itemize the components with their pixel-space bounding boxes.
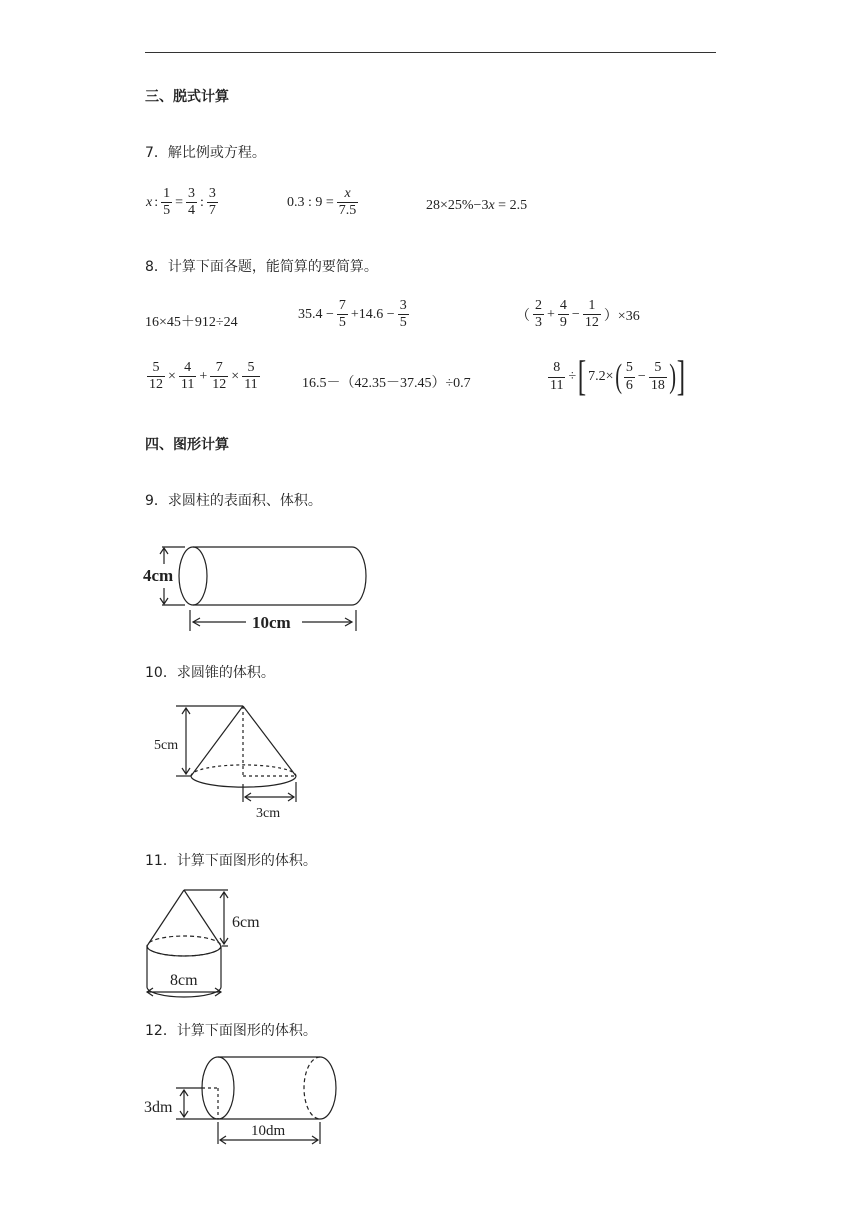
q8-expression-1: 16×45＋912÷24 [145, 315, 238, 330]
q11-height-label: 6cm [232, 914, 260, 931]
q9-cylinder-figure [140, 538, 375, 636]
q11-prompt: 11．计算下面图形的体积。 [145, 853, 317, 869]
q10-cone-figure [150, 700, 302, 822]
q9-height-label: 4cm [143, 566, 174, 585]
q8-expression-3: （ $\frac{2}{3}$ + $\frac{4}{9}$ − $\frac{1}{12}$ ）×36 [516, 298, 640, 331]
q11-diameter-label: 8cm [170, 972, 198, 989]
q9-length-label: 10cm [252, 613, 291, 632]
q7-prompt: 7．解比例或方程。 [145, 145, 266, 161]
section-4-title: 四、图形计算 [145, 437, 229, 453]
q8-expression-5: 16.5－（42.35－37.45）÷0.7 [302, 376, 471, 391]
q8-expression-4: $\frac{5}{12}$ × $\frac{4}{11}$ + $\frac{7}{12}$ × $\frac{5}{11}$ [149, 360, 258, 393]
q7-equation-2: 0.3 : 9 = $\frac{x}{7.5}$ [287, 186, 357, 219]
q12-cylinder-figure [140, 1052, 342, 1148]
q12-length-label: 10dm [251, 1123, 286, 1139]
q7-equation-1: x : $\frac{1}{5}$ = $\frac{3}{4}$ : $\frac{3}{7}$ [146, 186, 216, 219]
q10-prompt: 10．求圆锥的体积。 [145, 665, 275, 681]
q8-expression-2: 35.4 − $\frac{7}{5}$ +14.6 − $\frac{3}{5}$ [298, 298, 407, 331]
q7-equation-3: 28×25%−3x = 2.5 [426, 198, 528, 213]
q9-prompt: 9．求圆柱的表面积、体积。 [145, 493, 322, 509]
q8-expression-6: $\frac{8}{11}$ ÷[ 7.2×( $\frac{5}{6}$ − $\frac{5}{18}$ )] [550, 354, 686, 400]
q10-height-label: 5cm [154, 738, 179, 753]
q8-prompt: 8．计算下面各题，能简算的要简算。 [145, 259, 378, 275]
q12-prompt: 12．计算下面图形的体积。 [145, 1023, 317, 1039]
q11-figure [140, 884, 270, 998]
section-3-title: 三、脱式计算 [145, 89, 229, 105]
header-rule [145, 52, 716, 53]
q12-radius-label: 3dm [144, 1099, 173, 1116]
q10-radius-label: 3cm [256, 806, 281, 821]
